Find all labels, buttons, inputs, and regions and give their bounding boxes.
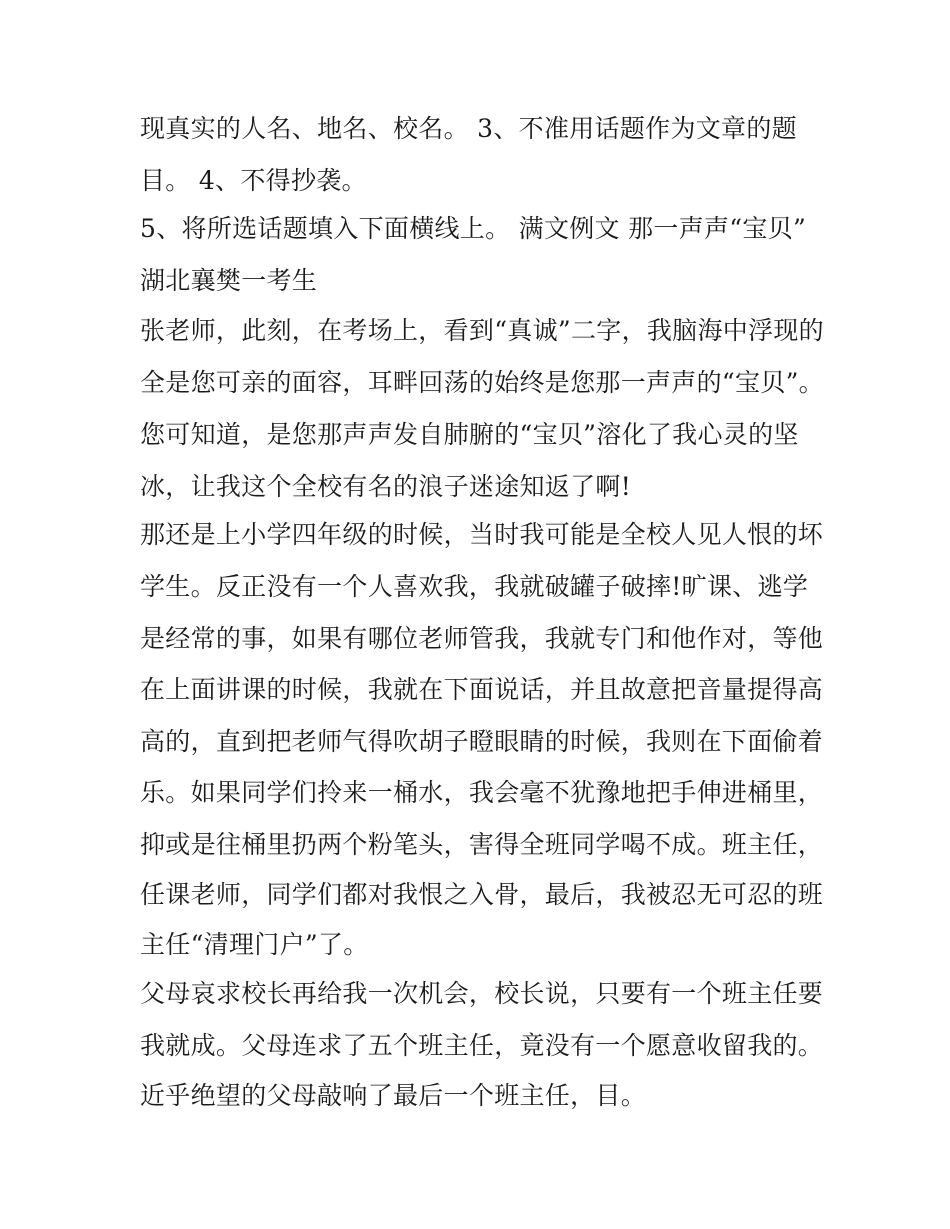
text-line: 任课老师，同学们都对我恨之入骨，最后，我被忍无可忍的班 <box>140 880 824 909</box>
text-line: 主任“清理门户”了。 <box>140 930 369 959</box>
text-line: 是经常的事，如果有哪位老师管我，我就专门和他作对，等他 <box>140 624 824 653</box>
text-line: 学生。反正没有一个人喜欢我，我就破罐子破摔!旷课、逃学 <box>140 572 809 601</box>
text-line: 近乎绝望的父母敲响了最后一个班主任，目。 <box>140 1081 647 1110</box>
text-line: 父母哀求校长再给我一次机会，校长说，只要有一个班主任要 <box>140 979 824 1008</box>
text-line: 乐。如果同学们拎来一桶水，我会毫不犹豫地把手伸进桶里， <box>140 778 824 807</box>
text-line: 全是您可亲的面容，耳畔回荡的始终是您那一声声的“宝贝”。 <box>140 368 824 397</box>
text-line: 张老师，此刻，在考场上，看到“真诚”二字，我脑海中浮现的 <box>140 316 824 345</box>
text-line: 目。 4、不得抄袭。 <box>140 166 367 195</box>
text-line: 我就成。父母连求了五个班主任，竟没有一个愿意收留我的。 <box>140 1031 824 1060</box>
text-line: 在上面讲课的时候，我就在下面说话，并且故意把音量提得高 <box>140 675 824 704</box>
text-line: 抑或是往桶里扔两个粉笔头，害得全班同学喝不成。班主任， <box>140 830 824 859</box>
text-line: 现真实的人名、地名、校名。 3、不准用话题作为文章的题 <box>140 114 797 143</box>
text-line: 5、将所选话题填入下面横线上。 满文例文 那一声声“宝贝” <box>140 214 807 243</box>
text-line: 湖北襄樊一考生 <box>140 266 318 295</box>
text-line: 那还是上小学四年级的时候，当时我可能是全校人见人恨的坏 <box>140 520 824 549</box>
text-line: 高的，直到把老师气得吹胡子瞪眼睛的时候，我则在下面偷着 <box>140 727 824 756</box>
text-line: 您可知道，是您那声声发自肺腑的“宝贝”溶化了我心灵的坚 <box>140 420 799 449</box>
text-line: 冰，让我这个全校有名的浪子迷途知返了啊! <box>140 472 632 501</box>
